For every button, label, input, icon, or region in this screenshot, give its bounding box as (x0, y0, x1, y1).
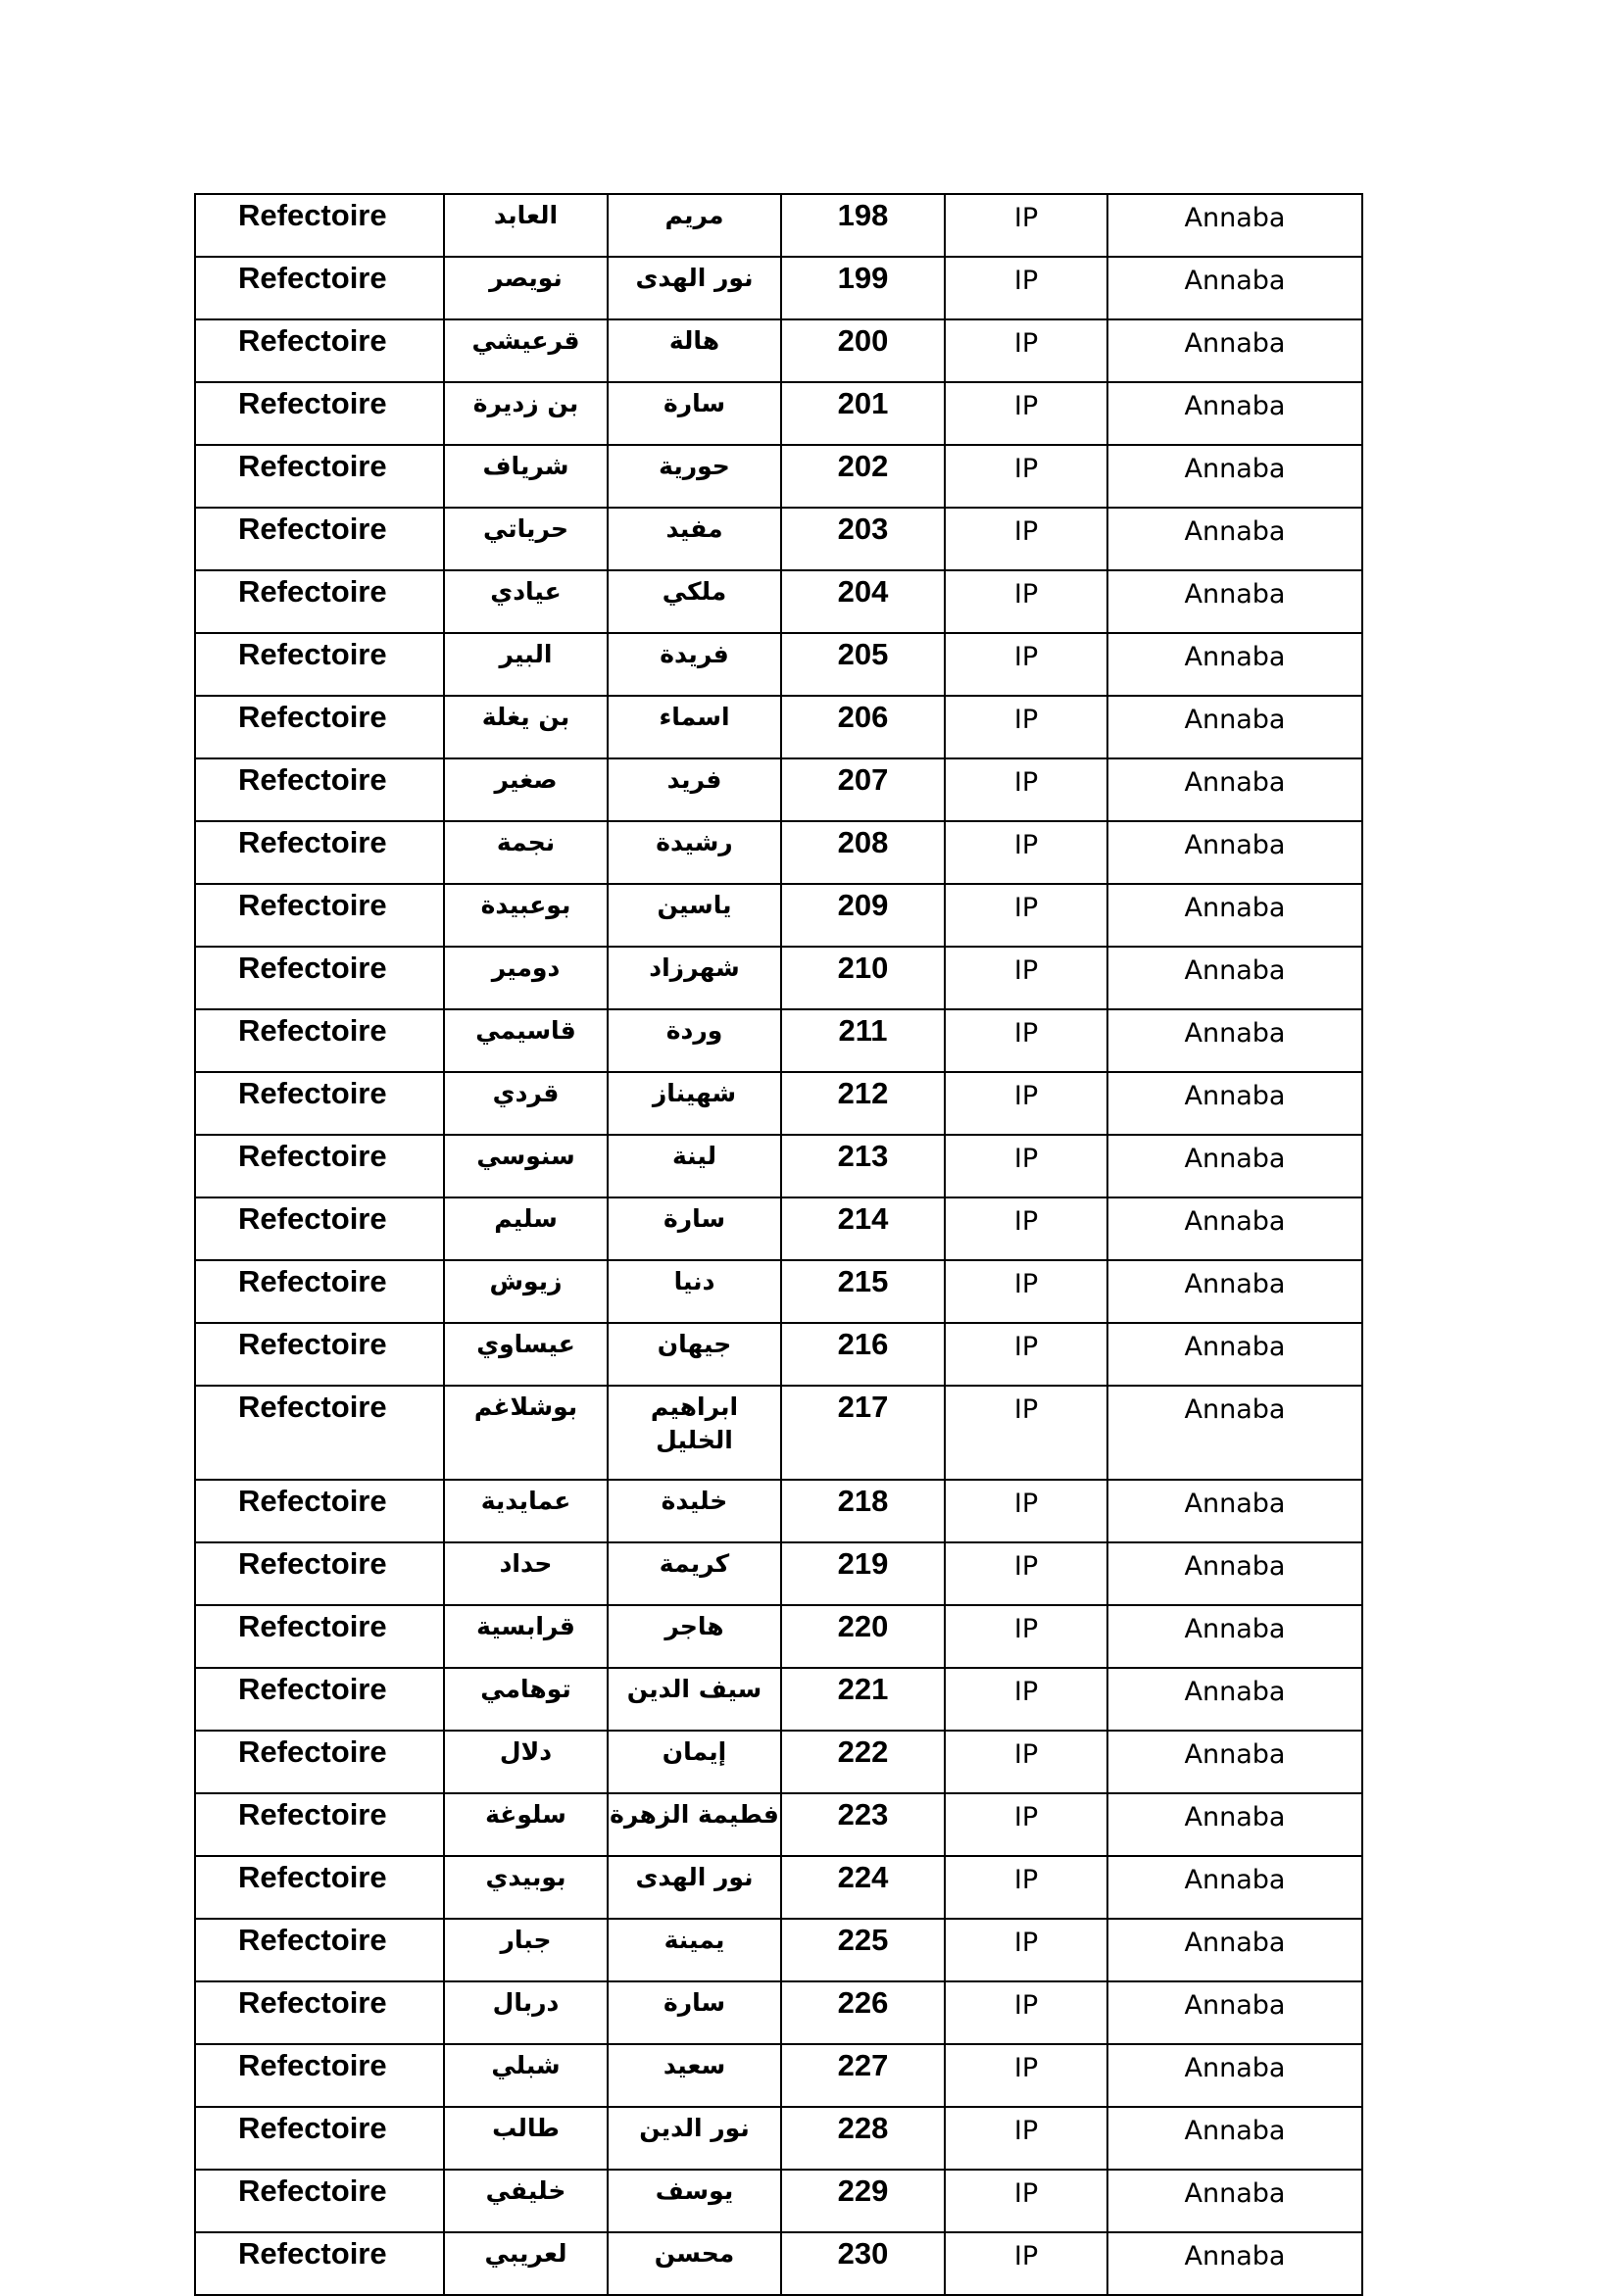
number-cell: 200 (781, 319, 945, 382)
last-name-cell: نجمة (444, 821, 608, 884)
table-row (195, 1919, 1362, 1981)
last-name-cell: البير (444, 633, 608, 696)
roster-body (195, 194, 1362, 2295)
number-cell: 217 (781, 1386, 945, 1480)
city-cell: Annaba (1107, 1605, 1362, 1668)
first-name-cell: دنيا (608, 1260, 781, 1323)
first-name-cell: ابراهيم الخليل (608, 1386, 781, 1480)
last-name-cell: حرياتي (444, 508, 608, 570)
number-cell: 221 (781, 1668, 945, 1731)
number-cell: 208 (781, 821, 945, 884)
place-cell: Refectoire (195, 1386, 444, 1480)
grade-cell: IP (945, 1542, 1107, 1605)
first-name-cell: هالة (608, 319, 781, 382)
number-cell: 203 (781, 508, 945, 570)
grade-cell: IP (945, 2232, 1107, 2295)
first-name-cell: وردة (608, 1009, 781, 1072)
place-cell: Refectoire (195, 1323, 444, 1386)
place-cell: Refectoire (195, 821, 444, 884)
grade-cell: IP (945, 1856, 1107, 1919)
first-name-cell: مريم (608, 194, 781, 257)
table-row (195, 194, 1362, 257)
grade-cell: IP (945, 445, 1107, 508)
first-name-cell: شهرزاد (608, 947, 781, 1009)
table-row (195, 2107, 1362, 2170)
place-cell: Refectoire (195, 1668, 444, 1731)
last-name-cell: زيوش (444, 1260, 608, 1323)
place-cell: Refectoire (195, 1072, 444, 1135)
last-name-cell: قرابسية (444, 1605, 608, 1668)
number-cell: 220 (781, 1605, 945, 1668)
number-cell: 227 (781, 2044, 945, 2107)
last-name-cell: شبلي (444, 2044, 608, 2107)
roster-table (194, 193, 1363, 2296)
first-name-cell: سارة (608, 382, 781, 445)
number-cell: 204 (781, 570, 945, 633)
grade-cell: IP (945, 382, 1107, 445)
city-cell: Annaba (1107, 257, 1362, 319)
place-cell: Refectoire (195, 2044, 444, 2107)
first-name-cell: ملكي (608, 570, 781, 633)
first-name-cell: سيف الدين (608, 1668, 781, 1731)
first-name-cell: كريمة (608, 1542, 781, 1605)
number-cell: 214 (781, 1197, 945, 1260)
number-cell: 210 (781, 947, 945, 1009)
grade-cell: IP (945, 633, 1107, 696)
place-cell: Refectoire (195, 1856, 444, 1919)
city-cell: Annaba (1107, 696, 1362, 758)
last-name-cell: جبار (444, 1919, 608, 1981)
city-cell: Annaba (1107, 633, 1362, 696)
city-cell: Annaba (1107, 194, 1362, 257)
place-cell: Refectoire (195, 1009, 444, 1072)
table-row (195, 1135, 1362, 1197)
first-name-cell: حورية (608, 445, 781, 508)
number-cell: 201 (781, 382, 945, 445)
last-name-cell: بوبيدي (444, 1856, 608, 1919)
last-name-cell: خليفي (444, 2170, 608, 2232)
table-row (195, 1542, 1362, 1605)
grade-cell: IP (945, 319, 1107, 382)
place-cell: Refectoire (195, 884, 444, 947)
place-cell: Refectoire (195, 445, 444, 508)
city-cell: Annaba (1107, 1542, 1362, 1605)
place-cell: Refectoire (195, 1605, 444, 1668)
place-cell: Refectoire (195, 257, 444, 319)
city-cell: Annaba (1107, 2044, 1362, 2107)
first-name-cell: سارة (608, 1197, 781, 1260)
table-row (195, 633, 1362, 696)
first-name-cell: نور الدين (608, 2107, 781, 2170)
city-cell: Annaba (1107, 1135, 1362, 1197)
grade-cell: IP (945, 947, 1107, 1009)
place-cell: Refectoire (195, 1260, 444, 1323)
grade-cell: IP (945, 2107, 1107, 2170)
last-name-cell: بن يغلة (444, 696, 608, 758)
city-cell: Annaba (1107, 508, 1362, 570)
number-cell: 199 (781, 257, 945, 319)
last-name-cell: عمايدية (444, 1480, 608, 1542)
last-name-cell: توهامي (444, 1668, 608, 1731)
number-cell: 215 (781, 1260, 945, 1323)
first-name-cell: شهيناز (608, 1072, 781, 1135)
last-name-cell: قردي (444, 1072, 608, 1135)
last-name-cell: سلوغة (444, 1793, 608, 1856)
grade-cell: IP (945, 1260, 1107, 1323)
city-cell: Annaba (1107, 1793, 1362, 1856)
table-row (195, 947, 1362, 1009)
last-name-cell: دربال (444, 1981, 608, 2044)
first-name-cell: إيمان (608, 1731, 781, 1793)
city-cell: Annaba (1107, 570, 1362, 633)
city-cell: Annaba (1107, 1197, 1362, 1260)
table-row (195, 1856, 1362, 1919)
number-cell: 216 (781, 1323, 945, 1386)
number-cell: 225 (781, 1919, 945, 1981)
first-name-cell: فريدة (608, 633, 781, 696)
table-row (195, 1323, 1362, 1386)
table-row (195, 445, 1362, 508)
last-name-cell: سنوسي (444, 1135, 608, 1197)
grade-cell: IP (945, 257, 1107, 319)
first-name-cell: سارة (608, 1981, 781, 2044)
grade-cell: IP (945, 1981, 1107, 2044)
first-name-cell: مفيد (608, 508, 781, 570)
last-name-cell: دلال (444, 1731, 608, 1793)
city-cell: Annaba (1107, 758, 1362, 821)
first-name-cell: نور الهدى (608, 257, 781, 319)
city-cell: Annaba (1107, 1009, 1362, 1072)
place-cell: Refectoire (195, 1480, 444, 1542)
table-row (195, 1197, 1362, 1260)
grade-cell: IP (945, 2170, 1107, 2232)
first-name-cell: سعيد (608, 2044, 781, 2107)
table-row (195, 1793, 1362, 1856)
table-row (195, 696, 1362, 758)
table-row (195, 257, 1362, 319)
first-name-cell: رشيدة (608, 821, 781, 884)
grade-cell: IP (945, 2044, 1107, 2107)
number-cell: 212 (781, 1072, 945, 1135)
number-cell: 207 (781, 758, 945, 821)
last-name-cell: عيادي (444, 570, 608, 633)
city-cell: Annaba (1107, 319, 1362, 382)
table-row (195, 884, 1362, 947)
city-cell: Annaba (1107, 821, 1362, 884)
number-cell: 198 (781, 194, 945, 257)
table-row (195, 1605, 1362, 1668)
city-cell: Annaba (1107, 1323, 1362, 1386)
grade-cell: IP (945, 194, 1107, 257)
grade-cell: IP (945, 570, 1107, 633)
city-cell: Annaba (1107, 445, 1362, 508)
table-row (195, 382, 1362, 445)
grade-cell: IP (945, 508, 1107, 570)
first-name-cell: فريد (608, 758, 781, 821)
grade-cell: IP (945, 1197, 1107, 1260)
grade-cell: IP (945, 821, 1107, 884)
last-name-cell: نويصر (444, 257, 608, 319)
last-name-cell: لعريبي (444, 2232, 608, 2295)
number-cell: 219 (781, 1542, 945, 1605)
first-name-cell: لينة (608, 1135, 781, 1197)
grade-cell: IP (945, 1072, 1107, 1135)
number-cell: 205 (781, 633, 945, 696)
last-name-cell: قرعيشي (444, 319, 608, 382)
city-cell: Annaba (1107, 1919, 1362, 1981)
last-name-cell: طالب (444, 2107, 608, 2170)
city-cell: Annaba (1107, 1731, 1362, 1793)
place-cell: Refectoire (195, 2232, 444, 2295)
first-name-cell: ياسين (608, 884, 781, 947)
city-cell: Annaba (1107, 1480, 1362, 1542)
last-name-cell: حداد (444, 1542, 608, 1605)
city-cell: Annaba (1107, 1260, 1362, 1323)
place-cell: Refectoire (195, 382, 444, 445)
number-cell: 226 (781, 1981, 945, 2044)
place-cell: Refectoire (195, 1731, 444, 1793)
place-cell: Refectoire (195, 633, 444, 696)
last-name-cell: دومير (444, 947, 608, 1009)
city-cell: Annaba (1107, 2107, 1362, 2170)
grade-cell: IP (945, 696, 1107, 758)
city-cell: Annaba (1107, 884, 1362, 947)
table-row (195, 1009, 1362, 1072)
table-row (195, 1981, 1362, 2044)
grade-cell: IP (945, 1009, 1107, 1072)
number-cell: 206 (781, 696, 945, 758)
number-cell: 224 (781, 1856, 945, 1919)
last-name-cell: بن زديرة (444, 382, 608, 445)
first-name-cell: يوسف (608, 2170, 781, 2232)
place-cell: Refectoire (195, 758, 444, 821)
place-cell: Refectoire (195, 2170, 444, 2232)
city-cell: Annaba (1107, 1668, 1362, 1731)
place-cell: Refectoire (195, 570, 444, 633)
place-cell: Refectoire (195, 696, 444, 758)
number-cell: 223 (781, 1793, 945, 1856)
place-cell: Refectoire (195, 1542, 444, 1605)
place-cell: Refectoire (195, 947, 444, 1009)
table-row (195, 1668, 1362, 1731)
table-row (195, 1480, 1362, 1542)
table-row (195, 1260, 1362, 1323)
table-row (195, 2232, 1362, 2295)
grade-cell: IP (945, 1605, 1107, 1668)
first-name-cell: خليدة (608, 1480, 781, 1542)
grade-cell: IP (945, 1731, 1107, 1793)
number-cell: 213 (781, 1135, 945, 1197)
city-cell: Annaba (1107, 1981, 1362, 2044)
place-cell: Refectoire (195, 1981, 444, 2044)
last-name-cell: قاسيمي (444, 1009, 608, 1072)
place-cell: Refectoire (195, 1919, 444, 1981)
place-cell: Refectoire (195, 1793, 444, 1856)
grade-cell: IP (945, 1135, 1107, 1197)
last-name-cell: بوشلاغم (444, 1386, 608, 1480)
first-name-cell: جيهان (608, 1323, 781, 1386)
first-name-cell: محسن (608, 2232, 781, 2295)
number-cell: 218 (781, 1480, 945, 1542)
city-cell: Annaba (1107, 2232, 1362, 2295)
place-cell: Refectoire (195, 2107, 444, 2170)
grade-cell: IP (945, 758, 1107, 821)
grade-cell: IP (945, 1323, 1107, 1386)
number-cell: 202 (781, 445, 945, 508)
first-name-cell: هاجر (608, 1605, 781, 1668)
last-name-cell: سليم (444, 1197, 608, 1260)
table-row (195, 1072, 1362, 1135)
table-row (195, 821, 1362, 884)
number-cell: 222 (781, 1731, 945, 1793)
grade-cell: IP (945, 1386, 1107, 1480)
place-cell: Refectoire (195, 508, 444, 570)
table-row (195, 508, 1362, 570)
table-row (195, 1386, 1362, 1480)
city-cell: Annaba (1107, 2170, 1362, 2232)
city-cell: Annaba (1107, 1386, 1362, 1480)
first-name-cell: اسماء (608, 696, 781, 758)
city-cell: Annaba (1107, 1856, 1362, 1919)
number-cell: 209 (781, 884, 945, 947)
city-cell: Annaba (1107, 1072, 1362, 1135)
number-cell: 230 (781, 2232, 945, 2295)
last-name-cell: عيساوي (444, 1323, 608, 1386)
grade-cell: IP (945, 1480, 1107, 1542)
table-row (195, 758, 1362, 821)
table-row (195, 570, 1362, 633)
number-cell: 211 (781, 1009, 945, 1072)
first-name-cell: يمينة (608, 1919, 781, 1981)
last-name-cell: العابد (444, 194, 608, 257)
first-name-cell: نور الهدى (608, 1856, 781, 1919)
first-name-cell: فطيمة الزهرة (608, 1793, 781, 1856)
place-cell: Refectoire (195, 1135, 444, 1197)
city-cell: Annaba (1107, 382, 1362, 445)
grade-cell: IP (945, 1919, 1107, 1981)
place-cell: Refectoire (195, 1197, 444, 1260)
last-name-cell: بوعبيدة (444, 884, 608, 947)
last-name-cell: صغير (444, 758, 608, 821)
place-cell: Refectoire (195, 319, 444, 382)
last-name-cell: شرياف (444, 445, 608, 508)
grade-cell: IP (945, 1668, 1107, 1731)
place-cell: Refectoire (195, 194, 444, 257)
city-cell: Annaba (1107, 947, 1362, 1009)
table-row (195, 1731, 1362, 1793)
table-row (195, 319, 1362, 382)
grade-cell: IP (945, 1793, 1107, 1856)
number-cell: 229 (781, 2170, 945, 2232)
table-row (195, 2170, 1362, 2232)
table-row (195, 2044, 1362, 2107)
number-cell: 228 (781, 2107, 945, 2170)
grade-cell: IP (945, 884, 1107, 947)
